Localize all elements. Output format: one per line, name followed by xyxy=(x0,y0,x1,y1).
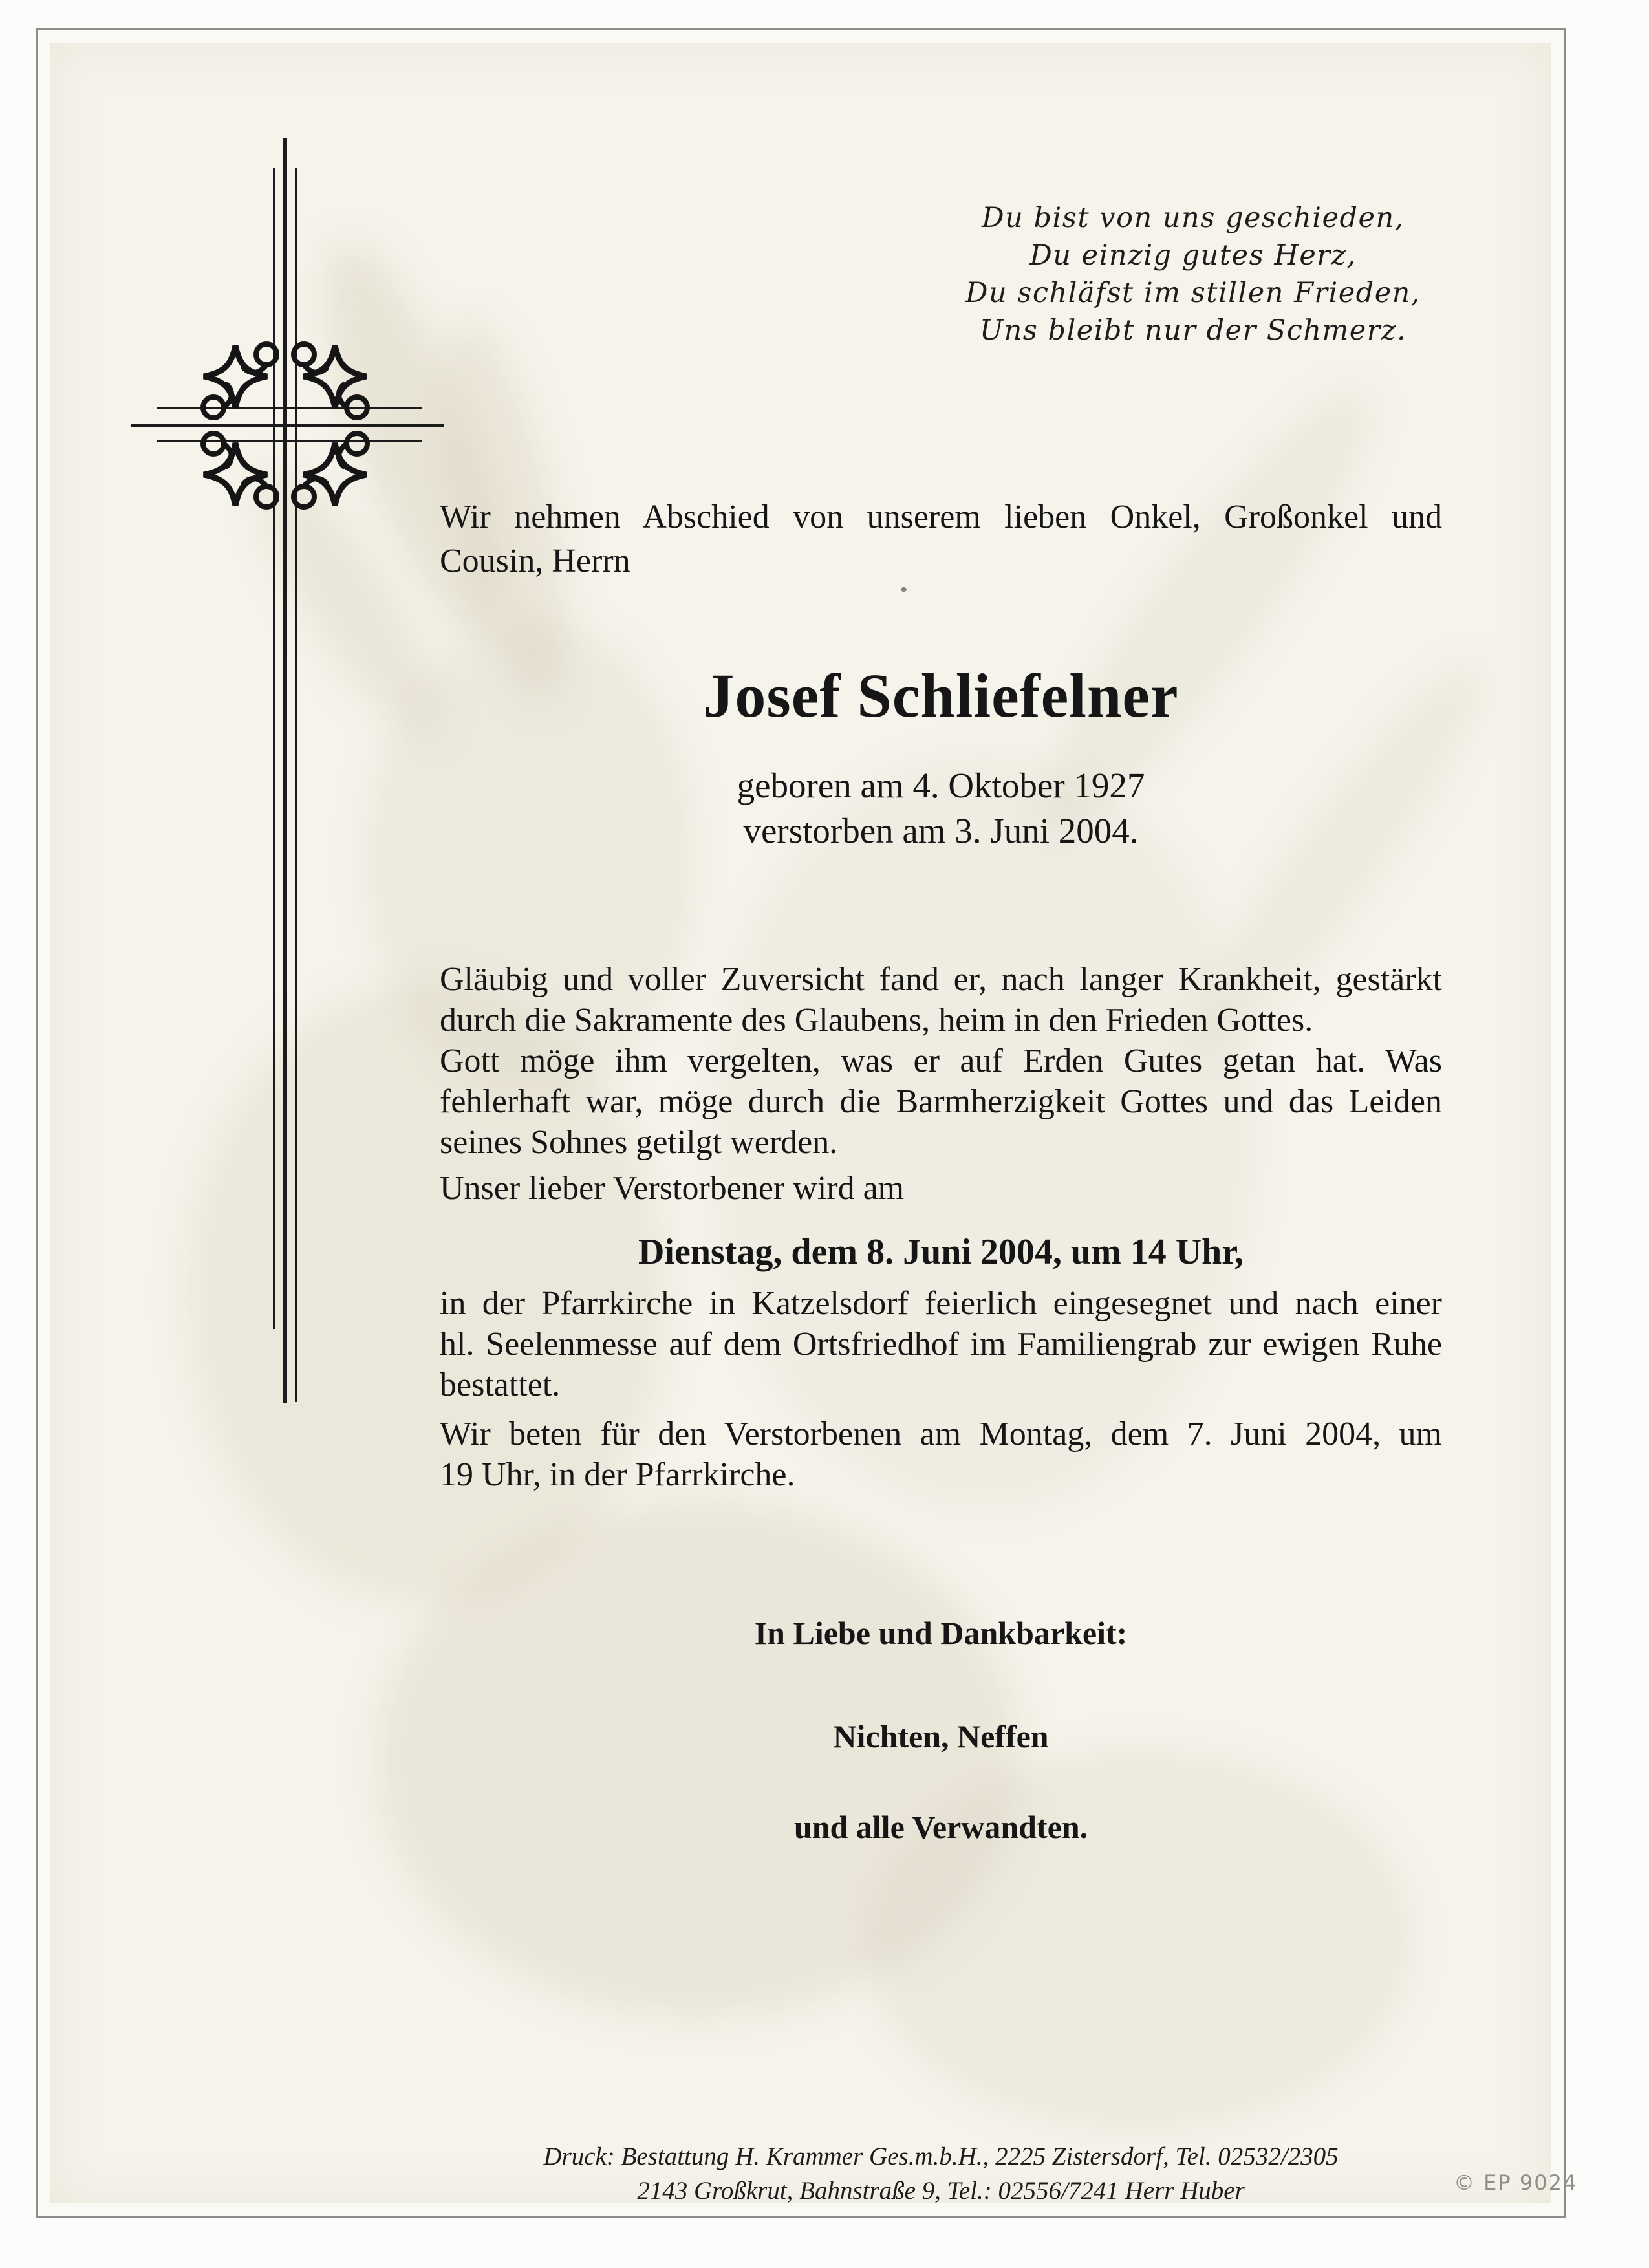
print-code: © EP 9024 xyxy=(1454,2170,1578,2195)
faith-paragraph-line: Gläubig und voller Zuversicht fand er, nach langer Krankheit, gestärkt xyxy=(440,961,1442,998)
mourners-line: und alle Verwandten. xyxy=(793,1809,1088,1845)
intro-line: Cousin, Herrn xyxy=(440,543,630,579)
mourners-line: Nichten, Neffen xyxy=(833,1718,1049,1755)
prayer-notice-line: 19 Uhr, in der Pfarrkirche. xyxy=(440,1456,795,1493)
prayer-notice-line: Wir beten für den Verstorbenen am Montag, dem 7. Juni 2004, um xyxy=(440,1416,1442,1453)
faith-paragraph-line: durch die Sakramente des Glaubens, heim in den Frieden Gottes. xyxy=(440,1002,1313,1039)
cross-vertical-thin-right-line xyxy=(295,168,297,1402)
death-date-line: verstorben am 3. Juni 2004. xyxy=(743,811,1139,850)
cross-vertical-thin-left-line xyxy=(273,168,275,1329)
funeral-details-line: in der Pfarrkirche in Katzelsdorf feierlich eingesegnet und nach einer xyxy=(440,1285,1442,1322)
deceased-name: Josef Schliefelner xyxy=(703,661,1179,730)
funeral-details-line: bestattet. xyxy=(440,1366,561,1403)
funeral-datetime: Dienstag, dem 8. Juni 2004, um 14 Uhr, xyxy=(638,1232,1244,1272)
closing-salutation: In Liebe und Dankbarkeit: xyxy=(754,1615,1128,1651)
cross-horizontal-main-line xyxy=(131,424,444,427)
scan-speck xyxy=(901,587,907,592)
intro-line: Wir nehmen Abschied von unserem lieben Onkel, Großonkel und xyxy=(440,499,1442,535)
announcement-intro: Unser lieber Verstorbener wird am xyxy=(440,1170,905,1207)
cross-horizontal-thin-top-line xyxy=(157,407,422,409)
birth-date-line: geboren am 4. Oktober 1927 xyxy=(737,766,1145,805)
poem-line: Uns bleibt nur der Schmerz. xyxy=(979,314,1407,347)
printer-footer-line: 2143 Großkrut, Bahnstraße 9, Tel.: 02556/7241 Herr Huber xyxy=(637,2177,1245,2205)
memorial-poem xyxy=(925,199,1461,349)
mercy-paragraph-line: seines Sohnes getilgt werden. xyxy=(440,1124,838,1161)
funeral-details-line: hl. Seelenmesse auf dem Ortsfriedhof im Familiengrab zur ewigen Ruhe xyxy=(440,1326,1442,1363)
printer-footer xyxy=(440,2139,1442,2208)
poem-line: Du bist von uns geschieden, xyxy=(982,202,1405,234)
printer-footer-line: Druck: Bestattung H. Krammer Ges.m.b.H., 2225 Zistersdorf, Tel. 02532/2305 xyxy=(543,2143,1339,2170)
mercy-paragraph-line: fehlerhaft war, möge durch die Barmherzigkeit Gottes und das Leiden xyxy=(440,1083,1442,1120)
cross-horizontal-thin-bottom-line xyxy=(157,440,422,442)
cross-vertical-main-line xyxy=(283,138,287,1403)
mercy-paragraph-line: Gott möge ihm vergelten, was er auf Erden Gutes getan hat. Was xyxy=(440,1042,1442,1079)
poem-line: Du einzig gutes Herz, xyxy=(1029,239,1357,272)
poem-line: Du schläfst im stillen Frieden, xyxy=(965,277,1421,309)
